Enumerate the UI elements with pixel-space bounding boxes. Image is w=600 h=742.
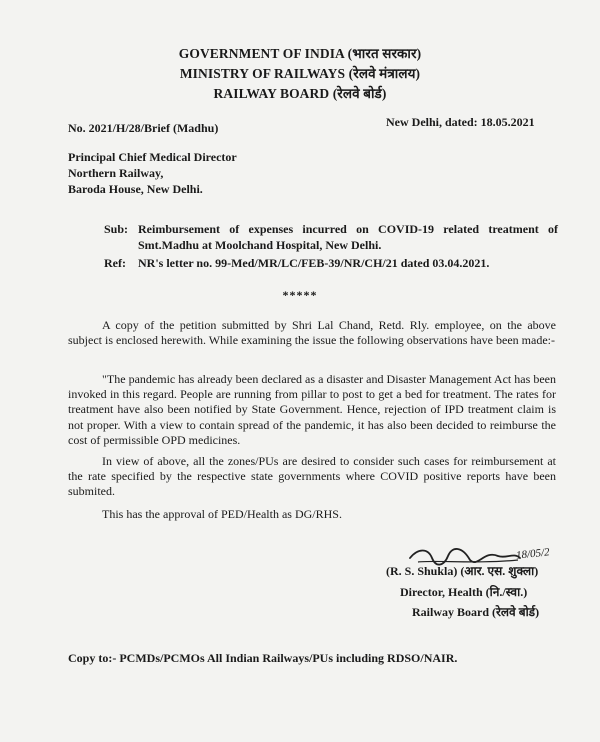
ref-text: NR's letter no. 99-Med/MR/LC/FEB-39/NR/CH/21 dated 03.04.2021. <box>138 256 490 270</box>
paragraph-4: This has the approval of PED/Health as DG/RHS. <box>102 507 342 521</box>
addressee-line-2: Northern Railway, <box>68 166 164 180</box>
signatory-name: (R. S. Shukla) (आर. एस. शुक्ला) <box>386 564 539 578</box>
copy-to: Copy to:- PCMDs/PCMOs All Indian Railways/PUs including RDSO/NAIR. <box>68 651 458 665</box>
paragraph-3: In view of above, all the zones/PUs are desired to consider such cases for reimbursement at the rate specified by the respective state governments where COVID positive reports have been submited. <box>68 454 556 499</box>
signatory-office: Railway Board (रेलवे बोर्ड) <box>412 605 540 619</box>
addressee-line-1: Principal Chief Medical Director <box>68 150 237 164</box>
addressee-line-3: Baroda House, New Delhi. <box>68 182 203 196</box>
separator-stars: ***** <box>282 288 318 302</box>
header-line-government: GOVERNMENT OF INDIA (भारत सरकार) <box>178 46 422 61</box>
header-line-board: RAILWAY BOARD (रेलवे बोर्ड) <box>213 86 387 101</box>
paragraph-1: A copy of the petition submitted by Shri Lal Chand, Retd. Rly. employee, on the above subject is enclosed herewith. While examining the issue the following observations have been made:- <box>68 318 556 348</box>
header-line-ministry: MINISTRY OF RAILWAYS (रेलवे मंत्रालय) <box>179 66 421 81</box>
signatory-designation: Director, Health (नि./स्वा.) <box>400 585 528 599</box>
subject-line-2: Smt.Madhu at Moolchand Hospital, New Delhi. <box>138 238 382 252</box>
subject-line-1: Reimbursement of expenses incurred on COVID-19 related treatment of <box>138 222 558 236</box>
date-line: New Delhi, dated: 18.05.2021 <box>386 115 535 129</box>
paragraph-2: "The pandemic has already been declared as a disaster and Disaster Management Act has been invoked in this regard. People are running from pillar to post to get a bed for treatment. The rates for treatment have also been notified by State Government. Hence, rejection of IPD treatment claim is not proper. With a view to contain spread of the pandemic, it has also been decided to reimburse the cost of permissible OPD medicines. <box>68 372 556 447</box>
reference-number: No. 2021/H/28/Brief (Madhu) <box>68 121 219 135</box>
subject-label: Sub: <box>104 222 129 236</box>
ref-label: Ref: <box>104 256 126 270</box>
handwritten-date: 18/05/2 <box>515 546 551 562</box>
